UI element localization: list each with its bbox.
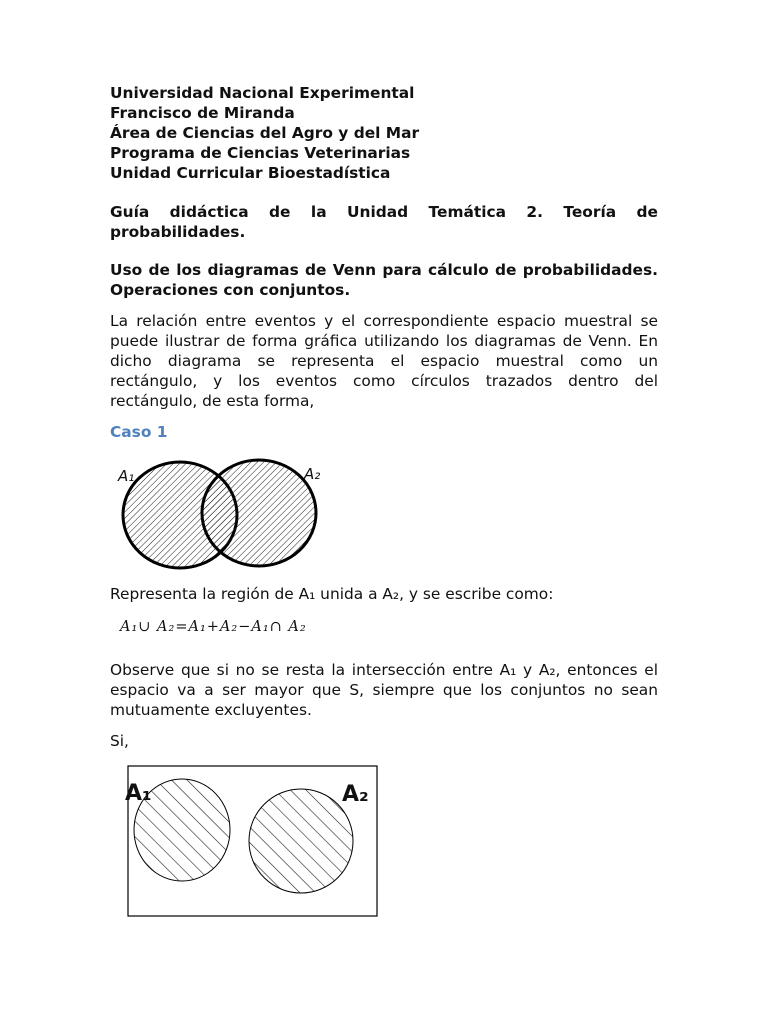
observation-paragraph — [110, 660, 658, 720]
section-title-line: Operaciones con conjuntos. — [110, 281, 351, 299]
observation-paragraph-line: espacio va a ser mayor que S, siempre que los conjuntos no sean — [110, 681, 658, 699]
si-text — [110, 731, 658, 751]
department-name: Área de Ciencias del Agro y del Mar — [110, 124, 420, 142]
event-a2-circle — [202, 460, 316, 566]
course-name: Unidad Curricular Bioestadística — [110, 164, 391, 182]
event-a2-label: A₂ — [304, 465, 321, 483]
event-a1-label: A₁ — [118, 467, 135, 485]
intro-paragraph-line: dicho diagrama se representa el espacio muestral como un — [110, 352, 658, 370]
union-formula: A₁∪ A₂=A₁+A₂−A₁∩ A₂ — [120, 619, 307, 635]
section-title-line: Uso de los diagramas de Venn para cálculo de probabilidades. — [110, 261, 658, 279]
university-name-continued: Francisco de Miranda — [110, 104, 295, 122]
header-block — [110, 83, 658, 183]
guide-title-line: Guía didáctica de la Unidad Temática 2. Teoría de — [110, 203, 658, 221]
venn-diagram-union — [110, 450, 340, 575]
intro-paragraph-line: rectángulo, de esta forma, — [110, 392, 315, 410]
section-title — [110, 260, 658, 300]
venn-diagram-disjoint — [120, 760, 385, 925]
intro-paragraph-line: puede ilustrar de forma gráfica utilizando los diagramas de Venn. En — [110, 332, 658, 350]
si-text-line: Si, — [110, 732, 129, 750]
intro-paragraph-line: rectángulo, y los eventos como círculos trazados dentro del — [110, 372, 658, 390]
union-caption-text: Representa la región de A₁ unida a A₂, y se escribe como: — [110, 585, 554, 603]
event-a2-label: A₂ — [342, 782, 369, 807]
union-caption — [110, 584, 658, 604]
program-name: Programa de Ciencias Veterinarias — [110, 144, 411, 162]
observation-paragraph-line: Observe que si no se resta la intersección entre A₁ y A₂, entonces el — [110, 661, 658, 679]
guide-title — [110, 202, 658, 242]
intro-paragraph-line: La relación entre eventos y el correspondiente espacio muestral se — [110, 312, 658, 330]
intro-paragraph — [110, 311, 658, 411]
case-heading — [110, 422, 658, 442]
guide-title-line: probabilidades. — [110, 223, 246, 241]
observation-paragraph-line: mutuamente excluyentes. — [110, 701, 312, 719]
event-a2-circle — [249, 789, 353, 893]
case-heading-text: Caso 1 — [110, 423, 168, 441]
university-name: Universidad Nacional Experimental — [110, 84, 415, 102]
event-a1-label: A₁ — [125, 781, 152, 806]
